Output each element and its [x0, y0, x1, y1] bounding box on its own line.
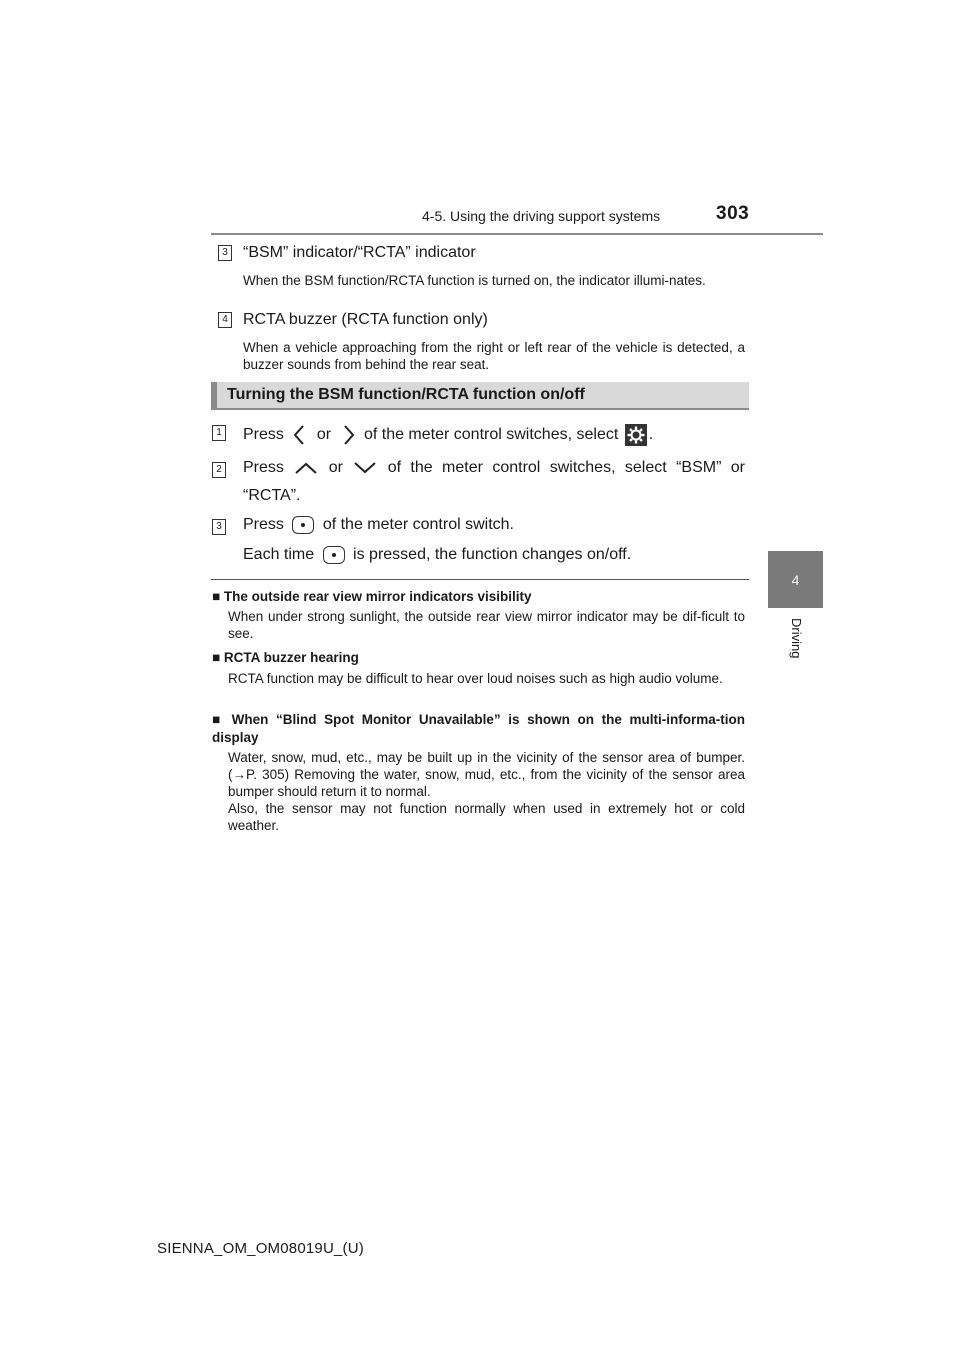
page-number: 303	[716, 203, 750, 224]
section-heading-bar	[211, 382, 749, 410]
note-heading-rcta-buzzer: ■ RCTA buzzer hearing	[212, 650, 359, 665]
chapter-tab-label: Driving	[789, 618, 804, 659]
gear-icon	[625, 424, 647, 446]
note-body-bsm-unavailable: Water, snow, mud, etc., may be built up in the vicinity of the sensor area of bumper. (→P. 305) Removing the water, snow, mud, etc., from the vicinity of the sensor area bumper should return it to normal. Also, the sensor may not function normally when used in extremely hot or cold weather.	[228, 750, 745, 833]
header-divider	[211, 233, 823, 235]
step-3-note: Each time is pressed, the function changes on/off.	[243, 546, 632, 564]
step-number-1: 1	[212, 425, 226, 441]
notes-divider	[211, 579, 749, 580]
note-body-rcta-buzzer: RCTA function may be difficult to hear over loud noises such as high audio volume.	[228, 671, 723, 686]
chevron-right-icon	[336, 423, 360, 447]
step-2: Press or of the meter control switches, select “BSM” or “RCTA”.	[243, 459, 746, 504]
step-number-2: 2	[212, 462, 226, 478]
item-body-bsm-indicator: When the BSM function/RCTA function is turned on, the indicator illumi-nates.	[243, 273, 706, 288]
chevron-left-icon	[288, 423, 312, 447]
section-heading: Turning the BSM function/RCTA function on/off	[227, 386, 585, 403]
note-heading-mirror-visibility: ■ The outside rear view mirror indicators visibility	[212, 589, 532, 604]
header-section-title: 4-5. Using the driving support systems	[422, 208, 661, 224]
chevron-down-icon	[352, 459, 378, 477]
chapter-tab-number: 4	[768, 551, 823, 608]
step-3: Press of the meter control switch.	[243, 516, 514, 534]
document-code-footer: SIENNA_OM_OM08019U_(U)	[157, 1240, 364, 1257]
chevron-up-icon	[293, 459, 319, 477]
note-body-mirror-visibility: When under strong sunlight, the outside rear view mirror indicator may be dif-ficult to see.	[228, 609, 745, 641]
item-number-4: 4	[218, 312, 232, 328]
enter-button-icon	[292, 516, 314, 534]
step-number-3: 3	[212, 519, 226, 535]
step-1: Press or of the meter control switches, select .	[243, 423, 653, 447]
note-heading-bsm-unavailable: ■ When “Blind Spot Monitor Unavailable” is shown on the multi-informa-tion display	[212, 712, 745, 745]
item-body-rcta-buzzer: When a vehicle approaching from the right or left rear of the vehicle is detected, a buzzer sounds from behind the rear seat.	[243, 340, 745, 372]
enter-button-icon	[323, 546, 345, 564]
item-title-bsm-indicator: “BSM” indicator/“RCTA” indicator	[243, 244, 476, 261]
item-number-3: 3	[218, 245, 232, 261]
item-title-rcta-buzzer: RCTA buzzer (RCTA function only)	[243, 311, 488, 328]
